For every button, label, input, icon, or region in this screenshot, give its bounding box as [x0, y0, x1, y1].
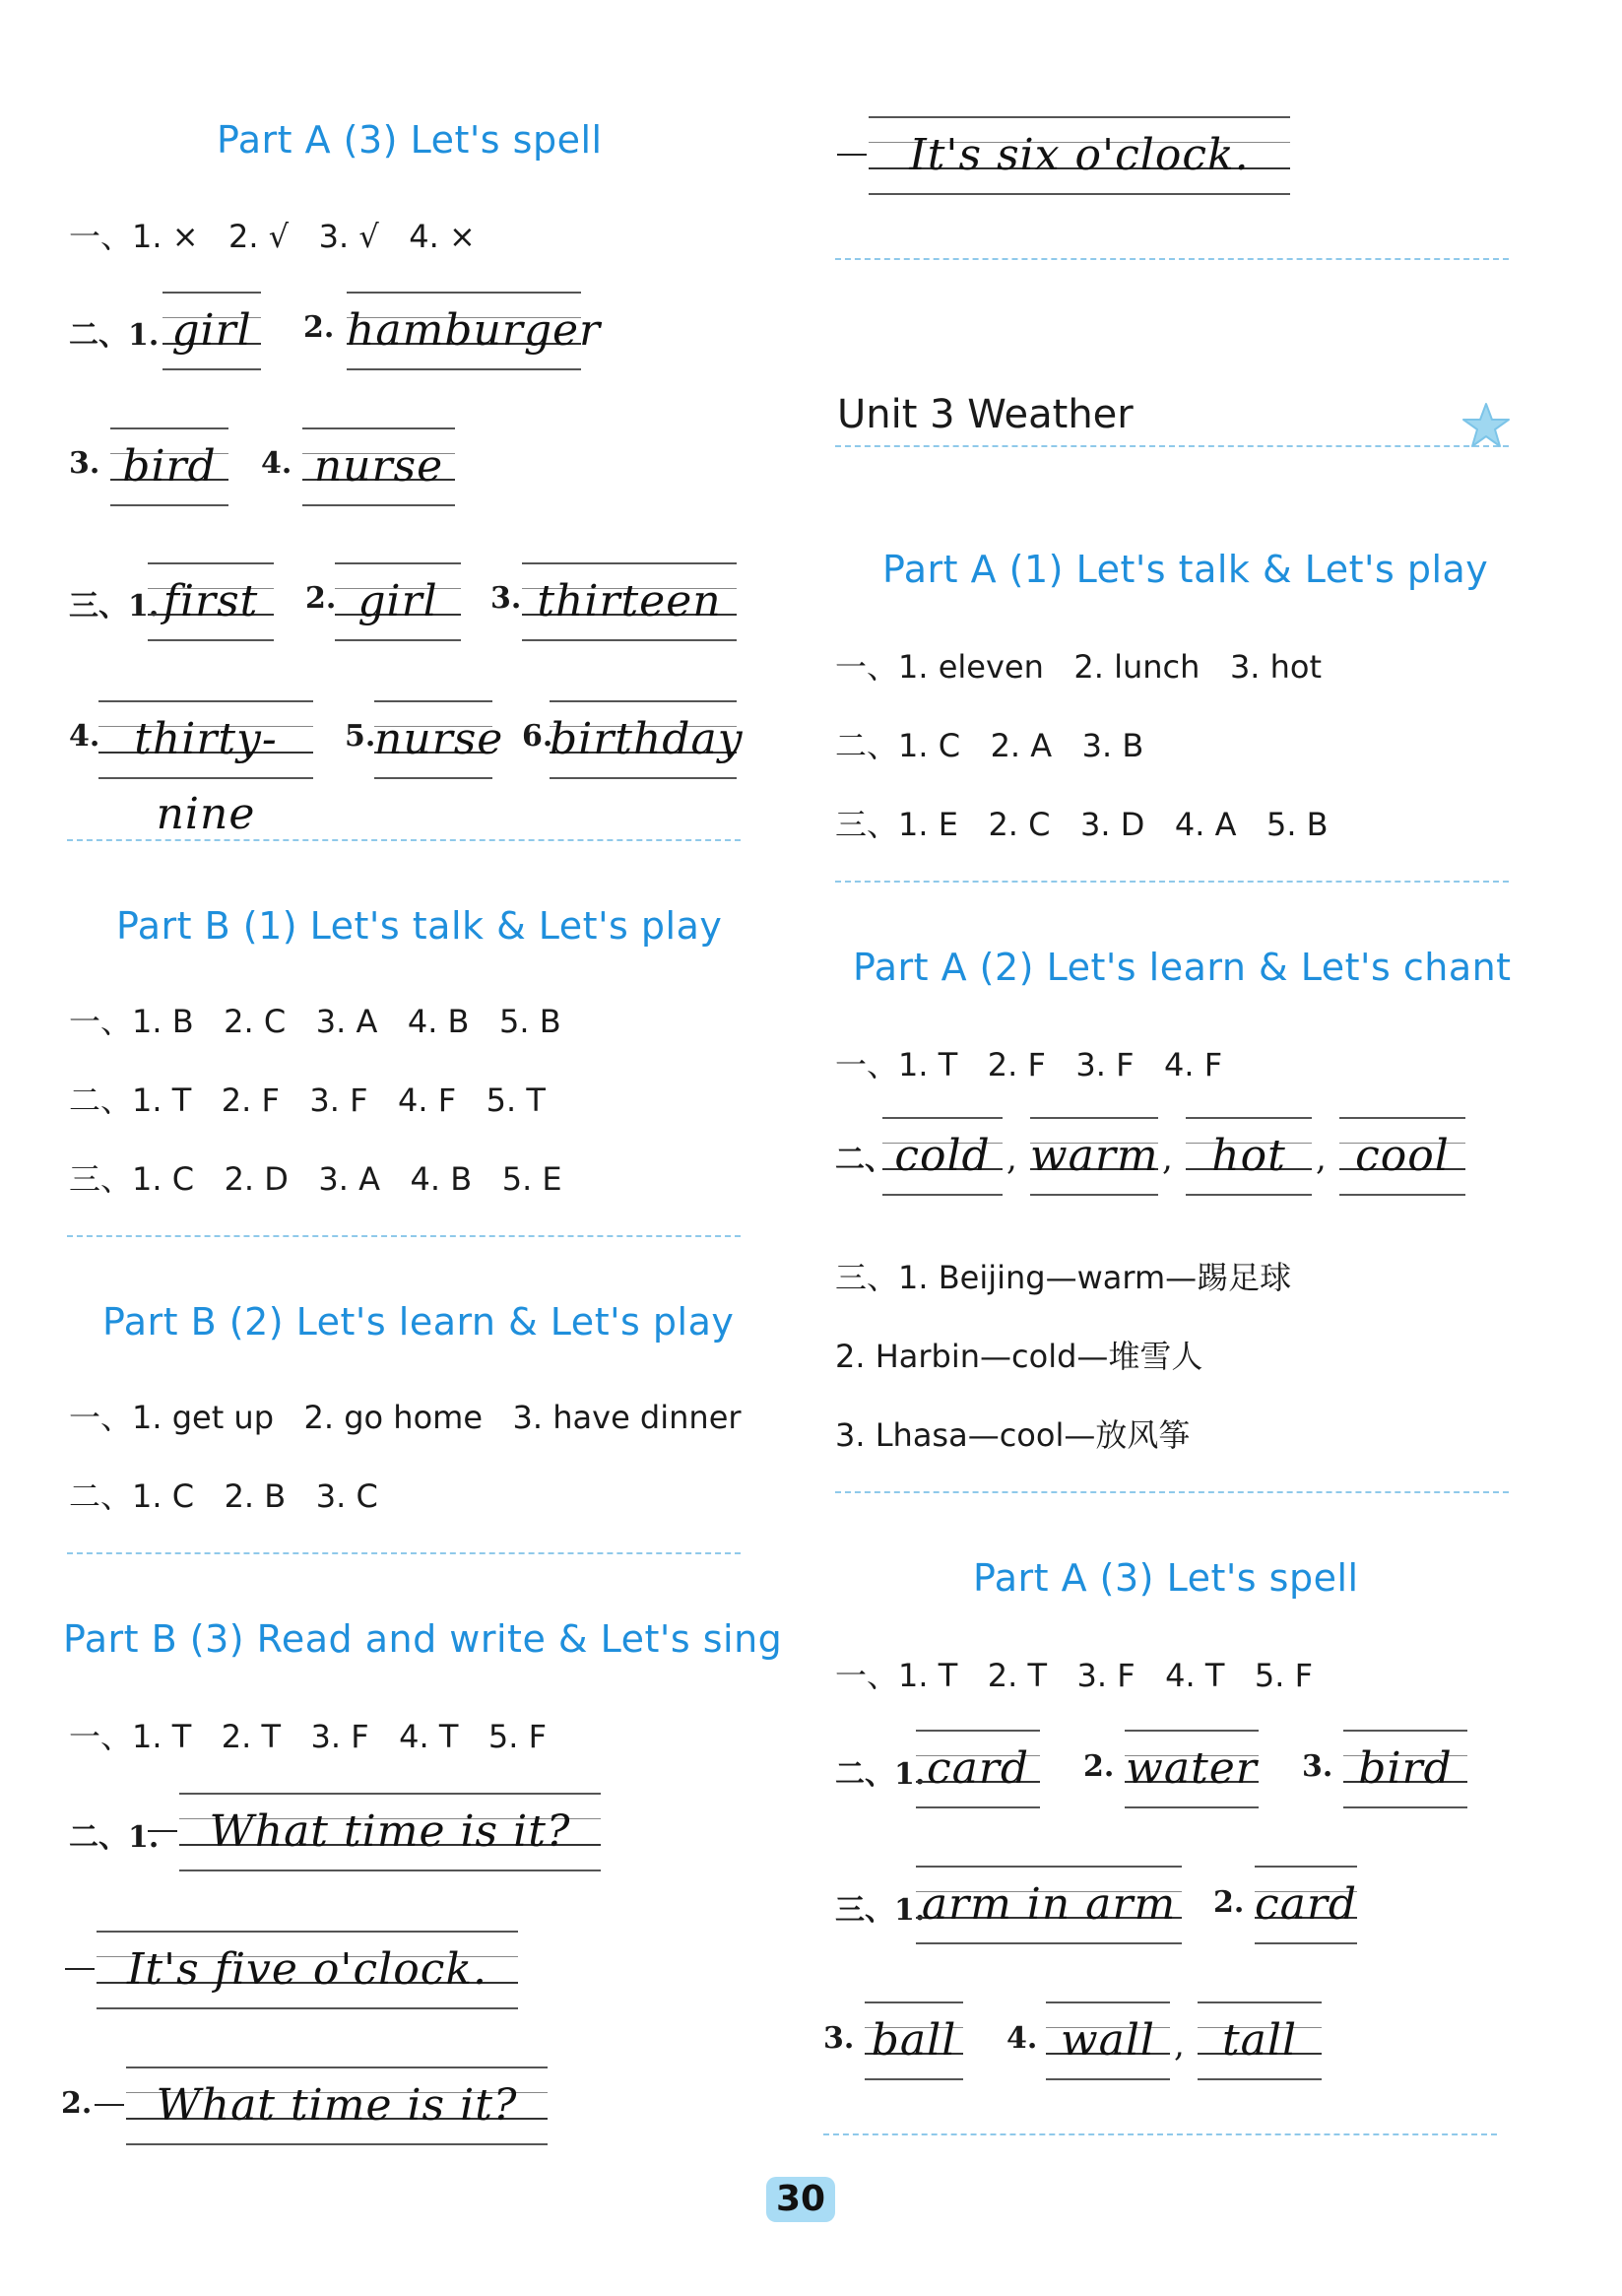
right-s2-q3-l2: 2. Harbin—cold—堆雪人 — [835, 1338, 1203, 1375]
left-s1-q3-w6: birthday — [550, 700, 737, 779]
right-s3-q2-w1: card — [916, 1730, 1040, 1808]
left-s1-q3-n3: 3. — [490, 581, 522, 616]
right-s2-q3-l3: 3. Lhasa—cool—放风筝 — [835, 1416, 1191, 1454]
right-s2-comma-1: , — [1006, 1139, 1017, 1178]
right-s3-q1: 一、1. T 2. T 3. F 4. T 5. F — [835, 1657, 1314, 1694]
left-s4-q2-w2: It's five o'clock. — [97, 1931, 518, 2009]
left-s1-q3-n6: 6. — [522, 719, 553, 754]
right-s3-q2-n3: 3. — [1302, 1749, 1333, 1784]
left-s2-q1: 一、1. B 2. C 3. A 4. B 5. B — [69, 1003, 561, 1040]
right-divider-0 — [835, 258, 1509, 260]
page-number-badge: 30 — [766, 2177, 835, 2222]
right-top-w1: It's six o'clock. — [869, 116, 1290, 195]
right-s3-q3-n2: 2. — [1213, 1885, 1245, 1920]
right-divider-3 — [823, 2133, 1497, 2135]
left-s1-q3-w5: nurse — [374, 700, 492, 779]
right-s1-q3: 三、1. E 2. C 3. D 4. A 5. B — [835, 806, 1329, 843]
left-s2-q2: 二、1. T 2. F 3. F 4. F 5. T — [69, 1082, 546, 1119]
left-s1-q2-n3: 3. — [69, 446, 100, 481]
left-s4-q2-n2: 2. — [61, 2086, 93, 2121]
right-s2-q1: 一、1. T 2. F 3. F 4. F — [835, 1046, 1223, 1083]
right-top-dash — [837, 154, 867, 156]
left-s3-title: Part B (2) Let's learn & Let's play — [102, 1300, 735, 1344]
right-s2-comma-2: , — [1162, 1139, 1173, 1178]
left-s4-q2-w1: What time is it? — [179, 1793, 601, 1871]
left-s4-q2-label: 二、1. — [69, 1820, 160, 1855]
right-s2-q2-w2: warm — [1030, 1117, 1158, 1196]
right-s1-title: Part A (1) Let's talk & Let's play — [882, 548, 1489, 591]
right-s3-q3-label: 三、1. — [835, 1893, 926, 1928]
left-s4-title: Part B (3) Read and write & Let's sing — [63, 1617, 783, 1661]
left-s4-dash-3 — [95, 2104, 124, 2106]
right-s2-q2-label: 二、 — [835, 1143, 894, 1177]
right-s3-title: Part A (3) Let's spell — [973, 1556, 1359, 1600]
right-s2-q2-w1: cold — [882, 1117, 1003, 1196]
left-s4-dash-2 — [65, 1968, 95, 1970]
right-s3-q3-w4: wall — [1046, 2001, 1170, 2080]
right-s1-q2: 二、1. C 2. A 3. B — [835, 727, 1144, 764]
left-s3-q2: 二、1. C 2. B 3. C — [69, 1477, 378, 1515]
right-divider-1 — [835, 881, 1509, 883]
right-divider-2 — [835, 1491, 1509, 1493]
right-s2-q3-l1: 三、1. Beijing—warm—踢足球 — [835, 1259, 1292, 1296]
left-s1-q3-w4: thirty-nine — [98, 700, 313, 779]
right-s2-title: Part A (2) Let's learn & Let's chant — [853, 946, 1512, 989]
left-s1-q2-w4: nurse — [302, 427, 455, 506]
left-s4-q1: 一、1. T 2. T 3. F 4. T 5. F — [69, 1718, 548, 1755]
right-s3-q2-label: 二、1. — [835, 1757, 926, 1792]
left-s1-q3-n5: 5. — [345, 719, 376, 754]
left-s1-q2-label: 二、1. — [69, 318, 160, 353]
right-s3-q2-n2: 2. — [1083, 1749, 1115, 1784]
right-s3-q3-n3: 3. — [823, 2021, 855, 2056]
left-s1-q1: 一、1. × 2. √ 3. √ 4. × — [69, 218, 476, 255]
right-s3-q3-n4: 4. — [1006, 2021, 1038, 2056]
left-s1-q3-w1: first — [148, 562, 274, 641]
left-s1-q2-w3: bird — [110, 427, 228, 506]
left-s1-q2-w1: girl — [162, 292, 261, 370]
right-unit-title: Unit 3 Weather — [837, 392, 1134, 437]
left-s1-q3-w3: thirteen — [522, 562, 737, 641]
left-s1-q2-n4: 4. — [261, 446, 292, 481]
left-divider-2 — [67, 1235, 741, 1237]
left-s3-q1: 一、1. get up 2. go home 3. have dinner — [69, 1399, 742, 1436]
left-s1-q2-w2: hamburger — [347, 292, 581, 370]
right-s3-q3-w3: ball — [865, 2001, 963, 2080]
right-s3-q3-w1: arm in arm — [916, 1866, 1182, 1944]
right-s3-q3-w5: tall — [1198, 2001, 1322, 2080]
left-s1-title: Part A (3) Let's spell — [217, 118, 603, 162]
right-s3-q2-w2: water — [1125, 1730, 1259, 1808]
right-s2-comma-3: , — [1316, 1139, 1327, 1178]
star-icon — [1461, 402, 1511, 449]
right-s2-q2-w4: cool — [1339, 1117, 1465, 1196]
right-s1-q1: 一、1. eleven 2. lunch 3. hot — [835, 648, 1323, 686]
left-s2-q3: 三、1. C 2. D 3. A 4. B 5. E — [69, 1160, 562, 1198]
right-s3-comma: , — [1174, 2025, 1185, 2065]
left-s1-q3-n2: 2. — [305, 581, 337, 616]
left-s4-dash-1 — [148, 1830, 177, 1832]
right-s3-q2-w3: bird — [1343, 1730, 1467, 1808]
left-s1-q3-w2: girl — [335, 562, 461, 641]
right-s3-q3-w2: card — [1255, 1866, 1357, 1944]
left-s1-q2-n2: 2. — [303, 310, 335, 345]
right-unit-underline — [835, 445, 1509, 447]
left-divider-3 — [67, 1552, 741, 1554]
right-s2-q2-w3: hot — [1186, 1117, 1312, 1196]
left-s1-q3-label: 三、1. — [69, 589, 160, 623]
left-s1-q3-n4: 4. — [69, 719, 100, 754]
left-s4-q2-w3: What time is it? — [126, 2066, 548, 2145]
left-s2-title: Part B (1) Let's talk & Let's play — [116, 904, 723, 948]
